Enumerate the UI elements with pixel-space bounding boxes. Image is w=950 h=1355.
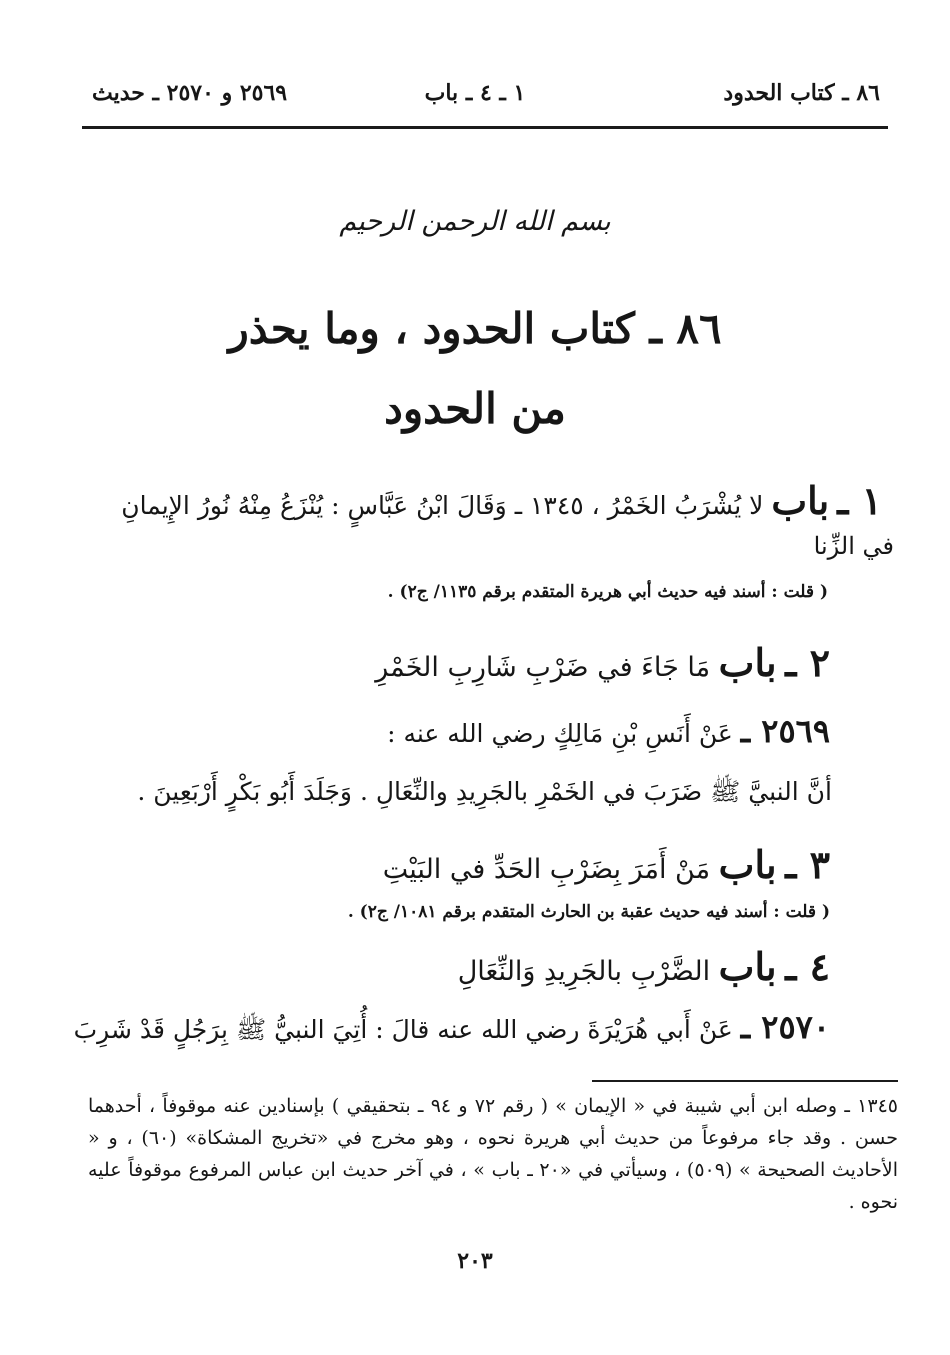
hadith-2569-intro: عَنْ أَنَسِ بْنِ مَالِكٍ رضي الله عنه : [387, 719, 733, 748]
hadith-2570-number: ٢٥٧٠ ـ [740, 1008, 830, 1046]
chapter-title-line2: من الحدود [384, 384, 566, 433]
header-chapter: ٨٦ ـ كتاب الحدود [723, 80, 880, 106]
bab-3-heading [383, 842, 830, 887]
header-hadith-range: ٢٥٦٩ و ٢٥٧٠ ـ حديث [92, 80, 288, 106]
bab-2-heading [375, 640, 830, 685]
bab-3-text: مَنْ أَمَرَ بِضَرْبِ الحَدِّ في البَيْتِ [382, 854, 711, 885]
footnote-1345: ١٣٤٥ ـ وصله ابن أبي شيبة في « الإيمان » ( رقم ٧٢ و ٩٤ ـ بتحقيقي ) بإسنادين عنه موقوفاً ، أحدهما حسن . وقد جاء مرفوعاً من حديث أبي هريرة نحوه ، وهو مخرج في «تخريج المشكاة» (٦٠) ، و « الأحاديث الصحيحة » (٥٠٩) ، وسيأتي في «٢٠ ـ باب » ، في آخر حديث ابن عباس المرفوع موقوفاً عليه نحوه . [88, 1095, 899, 1213]
bab-2-word: باب [718, 640, 777, 685]
bab-1-note: ( قلت : أسند فيه حديث أبي هريرة المتقدم برقم ١١٣٥/ ج٢) . [387, 582, 828, 602]
bab-3-note: ( قلت : أسند فيه حديث عقبة بن الحارث المتقدم برقم ١٠٨١/ ج٢) . [347, 902, 830, 922]
footnote-divider [592, 1080, 898, 1082]
bab-3-word: باب [718, 842, 777, 887]
bab-3-number: ٣ ـ [785, 842, 830, 887]
bab-4-heading [458, 944, 830, 989]
bab-4-text: الضَّرْبِ بالجَرِيدِ وَالنِّعَالِ [457, 956, 711, 987]
hadith-2569-text: أنَّ النبيَّ ﷺ ضَرَبَ في الخَمْرِ بالجَرِيدِ والنِّعَالِ . وَجَلَدَ أَبُو بَكْرٍ أَرْبَعِينَ . [137, 777, 832, 806]
bab-4-number: ٤ ـ [785, 944, 830, 989]
hadith-2569-head [387, 712, 830, 750]
header-sections: ١ ـ ٤ ـ باب [424, 80, 526, 106]
bab-1-heading [121, 478, 882, 523]
bab-1-text: لا يُشْرَبُ الخَمْرُ ، ١٣٤٥ ـ وَقَالَ ابْنُ عَبَّاسٍ : يُنْزَعُ مِنْهُ نُورُ الإِيمانِ [121, 491, 764, 520]
bab-1-number: ١ ـ [837, 478, 882, 523]
hadith-2570-text: عَنْ أَبي هُرَيْرَةَ رضي الله عنه قالَ : أُتِيَ النبيُّ ﷺ بِرَجُلٍ قَدْ شَرِبَ [73, 1015, 733, 1044]
bab-2-number: ٢ ـ [785, 640, 830, 685]
page-number: ٢٠٣ [457, 1248, 493, 1274]
basmala: بسم الله الرحمن الرحيم [339, 206, 611, 237]
chapter-title-line1: ٨٦ ـ كتاب الحدود ، وما يحذر [228, 304, 722, 353]
bab-1-word: باب [771, 478, 830, 523]
hadith-2570 [74, 1008, 830, 1051]
bab-4-word: باب [718, 944, 777, 989]
bab-2-text: مَا جَاءَ في ضَرْبِ شَارِبِ الخَمْرِ [375, 652, 711, 683]
header-divider [82, 126, 888, 129]
bab-1-continuation: في الزِّنا [813, 532, 894, 560]
hadith-2569-number: ٢٥٦٩ ـ [740, 712, 830, 750]
